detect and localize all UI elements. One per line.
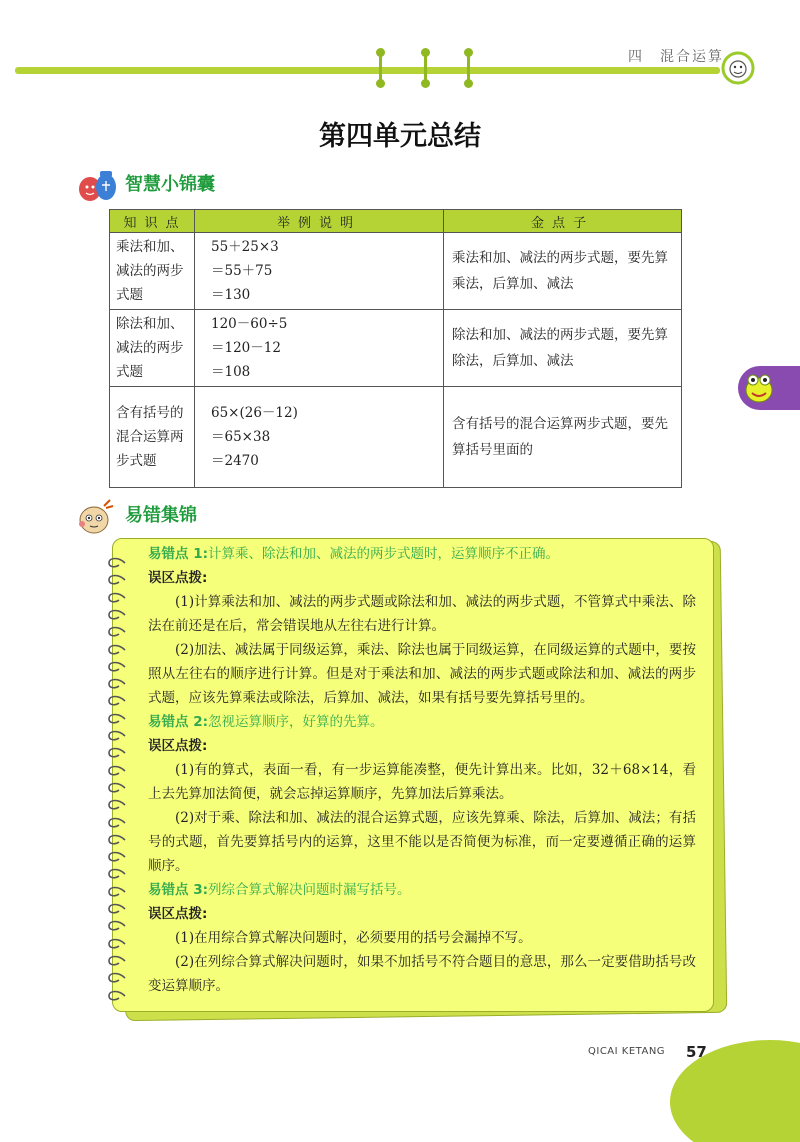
example-cell	[195, 387, 444, 488]
footer-brand: QICAI KETANG	[588, 1046, 666, 1057]
table-row	[110, 310, 682, 387]
table-header-row	[110, 210, 682, 233]
tip-cell: 含有括号的混合运算两步式题，要先算括号里面的	[444, 387, 682, 488]
tip-label: 误区点拨:	[148, 570, 208, 586]
knowledge-table	[109, 209, 682, 488]
tip-paragraph: (2)加法、减法属于同级运算，乘法、除法也属于同级运算，在同级运算的式题中，要按照从左往右的顺序进行计算。但是对于乘法和加、减法的两步式题或除法和加、减法的两步式题，应该先算乘法或除法，后算加、减法，如果有括号要先算括号里的。	[148, 642, 696, 706]
table-header-cell: 知识点	[110, 210, 195, 233]
spiral-ring-icon	[107, 782, 127, 794]
tip-paragraph: (1)计算乘法和加、减法的两步式题或除法和加、减法的两步式题，不管算式中乘法、除法在前还是在后，常会错误地从左往右进行计算。	[148, 594, 696, 634]
spiral-ring-icon	[107, 799, 127, 811]
mistake-title: 易错点 2:忽视运算顺序，好算的先算。	[148, 714, 384, 730]
pin-icon	[421, 48, 430, 88]
frog-face-icon	[744, 372, 774, 404]
pin-icon	[464, 48, 473, 88]
example-line: ＝2470	[211, 453, 259, 469]
spiral-ring-icon	[107, 834, 127, 846]
example-line: 55＋25×3	[211, 239, 279, 255]
example-line: ＝65×38	[211, 429, 271, 445]
page-number: 57	[686, 1043, 707, 1061]
spiral-ring-icon	[107, 747, 127, 759]
tip-paragraph: (1)有的算式，表面一看，有一步运算能凑整，便先计算出来。比如，32＋68×14，看上去先算加法简便，就会忘掉运算顺序，先算加法后算乘法。	[148, 762, 696, 802]
example-cell	[195, 233, 444, 310]
spiral-ring-icon	[107, 868, 127, 880]
example-line: 65×(26－12)	[211, 405, 298, 421]
tip-cell: 除法和加、减法的两步式题，要先算除法，后算加、减法	[444, 310, 682, 387]
spiral-ring-icon	[107, 574, 127, 586]
spiral-ring-icon	[107, 990, 127, 1002]
page-title: 第四单元总结	[319, 121, 481, 152]
table-header-cell: 金点子	[444, 210, 682, 233]
example-line: ＝55＋75	[211, 263, 273, 279]
spiral-ring-icon	[107, 886, 127, 898]
mistake-title: 易错点 1:计算乘、除法和加、减法的两步式题时，运算顺序不正确。	[148, 546, 559, 562]
tip-paragraph: (2)在列综合算式解决问题时，如果不加括号不符合题目的意思，那么一定要借助括号改变运算顺序。	[148, 954, 696, 994]
treasure-bag-icon	[76, 163, 118, 203]
example-cell	[195, 310, 444, 387]
chapter-label: 四 混合运算	[628, 49, 724, 65]
mistake-title: 易错点 3:列综合算式解决问题时漏写括号。	[148, 882, 411, 898]
example-line: ＝120－12	[211, 340, 281, 356]
spiral-ring-icon	[107, 903, 127, 915]
footer-decoration	[660, 1022, 800, 1142]
spiral-ring-icon	[107, 955, 127, 967]
spiral-ring-icon	[107, 592, 127, 604]
header-rule	[15, 67, 720, 74]
spiral-ring-icon	[107, 695, 127, 707]
table-row	[110, 387, 682, 488]
tip-paragraph: (1)在用综合算式解决问题时，必须要用的括号会漏掉不写。	[175, 930, 532, 946]
cartoon-character-icon	[74, 496, 116, 536]
topic-cell: 乘法和加、减法的两步式题	[110, 233, 195, 310]
spiral-ring-icon	[107, 938, 127, 950]
tip-paragraph: (2)对于乘、除法和加、减法的混合运算式题，应该先算乘、除法，后算加、减法；有括号的式题，首先要算括号内的运算，这里不能以是否简便为标准，而一定要遵循正确的运算顺序。	[148, 810, 696, 874]
mascot-icon	[720, 50, 756, 86]
mistake-label: 易错点 2:	[148, 714, 208, 730]
mistakes-content	[148, 542, 696, 998]
spiral-ring-icon	[107, 972, 127, 984]
spiral-ring-icon	[107, 626, 127, 638]
tip-label: 误区点拨:	[148, 906, 208, 922]
topic-cell: 除法和加、减法的两步式题	[110, 310, 195, 387]
spiral-ring-icon	[107, 765, 127, 777]
spiral-ring-icon	[107, 644, 127, 656]
tip-cell: 乘法和加、减法的两步式题，要先算乘法，后算加、减法	[444, 233, 682, 310]
spiral-ring-icon	[107, 557, 127, 569]
spiral-ring-icon	[107, 661, 127, 673]
spiral-ring-icon	[107, 920, 127, 932]
section-heading-mistakes: 易错集锦	[125, 505, 197, 526]
table-row	[110, 233, 682, 310]
mistake-label: 易错点 1:	[148, 546, 208, 562]
section-heading-tips: 智慧小锦囊	[125, 174, 215, 195]
table-header-cell: 举例说明	[195, 210, 444, 233]
spiral-ring-icon	[107, 609, 127, 621]
spiral-ring-icon	[107, 730, 127, 742]
example-line: 120－60÷5	[211, 316, 288, 332]
example-line: ＝108	[211, 364, 251, 380]
example-line: ＝130	[211, 287, 251, 303]
mistake-label: 易错点 3:	[148, 882, 208, 898]
spiral-ring-icon	[107, 678, 127, 690]
spiral-ring-icon	[107, 713, 127, 725]
spiral-ring-icon	[107, 817, 127, 829]
pin-icon	[376, 48, 385, 88]
tip-label: 误区点拨:	[148, 738, 208, 754]
spiral-ring-icon	[107, 851, 127, 863]
topic-cell: 含有括号的混合运算两步式题	[110, 387, 195, 488]
